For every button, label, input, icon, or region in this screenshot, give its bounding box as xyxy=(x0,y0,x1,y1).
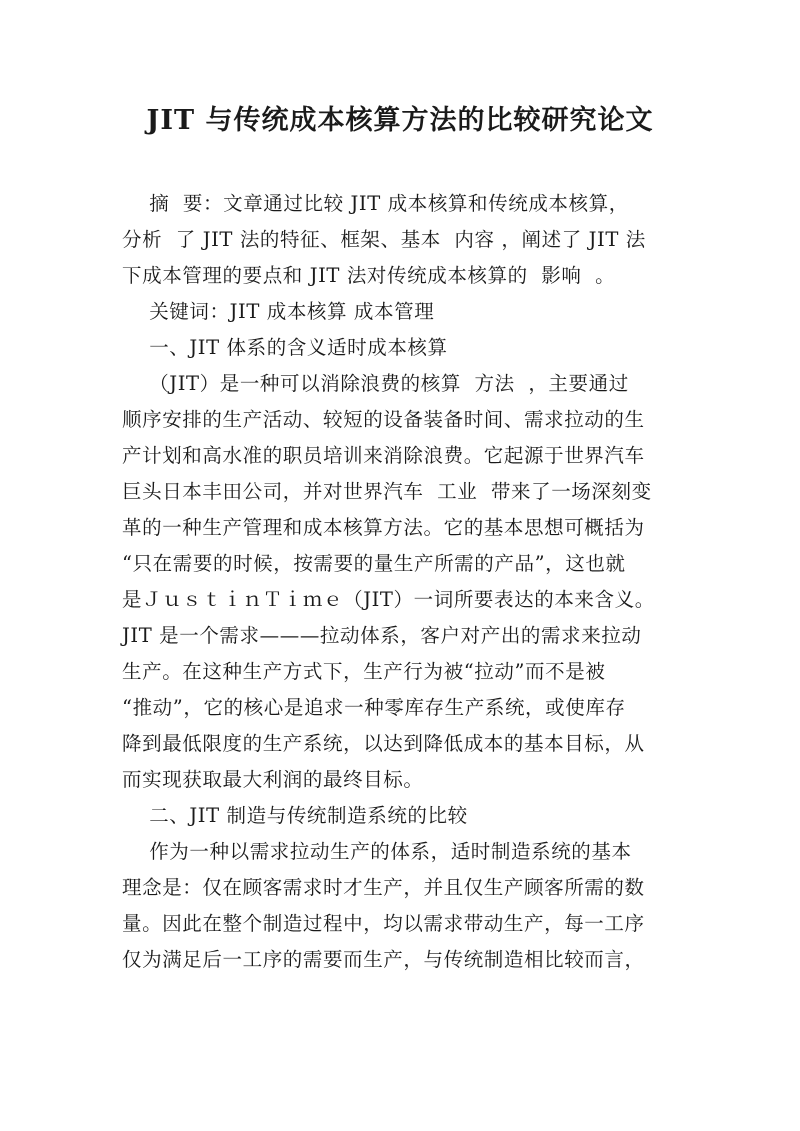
body-line: 量。因此在整个制造过程中，均以需求带动生产，每一工序 xyxy=(122,912,645,935)
document-body xyxy=(122,186,678,978)
section-heading-2: 二、JIT 制造与传统制造系统的比较 xyxy=(122,804,468,827)
body-line: 作为一种以需求拉动生产的体系，适时制造系统的基本 xyxy=(122,840,632,863)
keywords-line: 关键词：JIT 成本核算 成本管理 xyxy=(122,300,435,323)
section-heading-1: 一、JIT 体系的含义适时成本核算 xyxy=(122,336,448,359)
body-line: 理念是：仅在顾客需求时才生产，并且仅生产顾客所需的数 xyxy=(122,876,645,899)
body-line: 生产。在这种生产方式下，生产行为被“拉动”而不是被 xyxy=(122,660,606,683)
body-line: 顺序安排的生产活动、较短的设备装备时间、需求拉动的生 xyxy=(122,408,645,431)
document-title: JIT 与传统成本核算方法的比较研究论文 xyxy=(146,105,654,136)
body-line: “只在需要的时候，按需要的量生产所需的产品”，这也就 xyxy=(122,552,626,575)
body-line: 产计划和高水准的职员培训来消除浪费。它起源于世界汽车 xyxy=(122,444,645,467)
abstract-line-3: 下成本管理的要点和 JIT 法对传统成本核算的 影响 。 xyxy=(122,264,616,287)
body-line: 降到最低限度的生产系统，以达到降低成本的基本目标，从 xyxy=(122,732,645,755)
body-line: 是ＪｕｓｔｉｎＴｉｍｅ（JIT）一词所要表达的本来含义。 xyxy=(122,588,655,611)
body-line: （JIT）是一种可以消除浪费的核算 方法 ，主要通过 xyxy=(122,372,629,395)
body-line: 仅为满足后一工序的需要而生产，与传统制造相比较而言， xyxy=(122,948,645,971)
abstract-line-1: 摘 要：文章通过比较 JIT 成本核算和传统成本核算， xyxy=(122,192,629,215)
body-line: 巨头日本丰田公司，并对世界汽车 工业 带来了一场深刻变 xyxy=(122,480,652,503)
body-line: 革的一种生产管理和成本核算方法。它的基本思想可概括为 xyxy=(122,516,645,539)
body-line: “推动”，它的核心是追求一种零库存生产系统，或使库存 xyxy=(122,696,626,719)
abstract-line-2: 分析 了 JIT 法的特征、框架、基本 内容 ，阐述了 JIT 法 xyxy=(122,228,646,251)
body-line: JIT 是一个需求———拉动体系，客户对产出的需求来拉动 xyxy=(122,624,642,647)
body-line: 而实现获取最大利润的最终目标。 xyxy=(122,768,424,791)
